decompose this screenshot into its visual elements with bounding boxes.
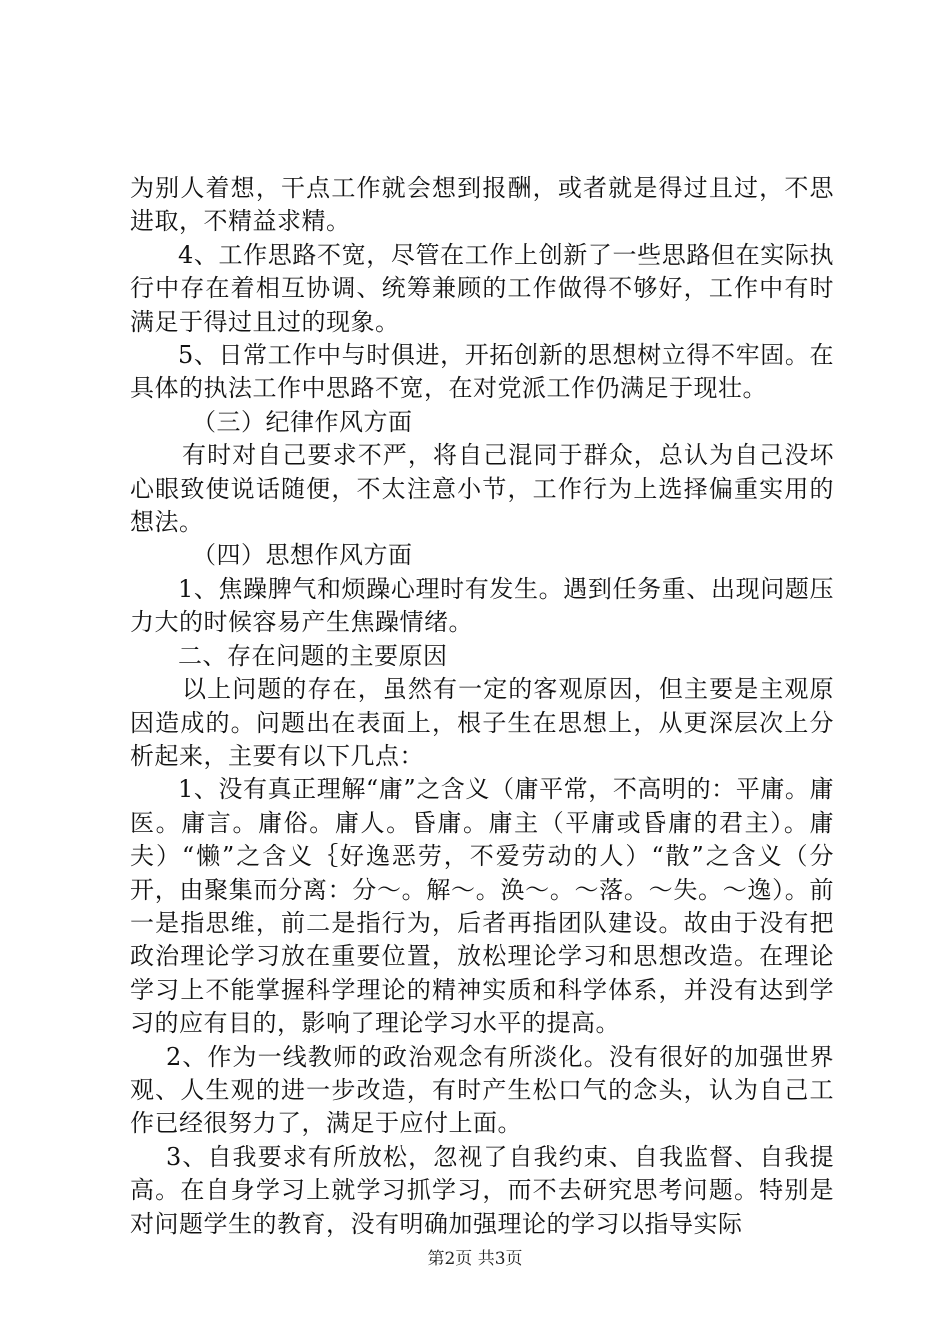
paragraph-cause-2: 2、作为一线教师的政治观念有所淡化。没有很好的加强世界观、人生观的进一步改造，有时产生松口气的念头，认为自己工作已经很努力了，满足于应付上面。 xyxy=(130,1042,834,1138)
section-heading-causes: 二、存在问题的主要原因 xyxy=(178,641,448,670)
page-footer: 第2页 共3页 xyxy=(427,1249,523,1269)
section-heading-thought: （四）思想作风方面 xyxy=(192,541,413,570)
paragraph-discipline: 有时对自己要求不严，将自己混同于群众，总认为自己没坏心眼致使说话随便，不太注意小节，工作行为上选择偏重实用的想法。 xyxy=(130,441,834,537)
paragraph-thought-1: 1、焦躁脾气和烦躁心理时有发生。遇到任务重、出现问题压力大的时候容易产生焦躁情绪。 xyxy=(130,574,834,637)
paragraph-point-5: 5、日常工作中与时俱进，开拓创新的思想树立得不牢固。在具体的执法工作中思路不宽，在对党派工作仍满足于现壮。 xyxy=(130,341,834,403)
document-body xyxy=(130,172,834,1241)
paragraph-continuation: 为别人着想，干点工作就会想到报酬，或者就是得过且过，不思进取，不精益求精。 xyxy=(130,174,834,236)
paragraph-point-4: 4、工作思路不宽，尽管在工作上创新了一些思路但在实际执行中存在着相互协调、统筹兼顾的工作做得不够好，工作中有时满足于得过且过的现象。 xyxy=(130,240,834,336)
section-heading-discipline: （三）纪律作风方面 xyxy=(192,407,413,436)
paragraph-cause-3: 3、自我要求有所放松，忽视了自我约束、自我监督、自我提高。在自身学习上就学习抓学习，而不去研究思考问题。特别是对问题学生的教育，没有明确加强理论的学习以指导实际 xyxy=(130,1142,834,1238)
paragraph-causes-intro: 以上问题的存在，虽然有一定的客观原因，但主要是主观原因造成的。问题出在表面上，根子生在思想上，从更深层次上分析起来，主要有以下几点： xyxy=(130,675,834,770)
paragraph-cause-1: 1、没有真正理解“庸”之含义（庸平常，不高明的：平庸。庸医。庸言。庸俗。庸人。昏庸。庸主（平庸或昏庸的君主）。庸夫）“懒”之含义｛好逸恶劳，不爱劳动的人）“散”之含义（分开，由聚集而分离：分～。解～。涣～。～落。～失。～逸）。前一是指思维，前二是指行为，后者再指团队建设。故由于没有把政治理论学习放在重要位置，放松理论学习和思想改造。在理论学习上不能掌握科学理论的精神实质和科学体系，并没有达到学习的应有目的，影响了理论学习水平的提高。 xyxy=(130,775,834,1038)
